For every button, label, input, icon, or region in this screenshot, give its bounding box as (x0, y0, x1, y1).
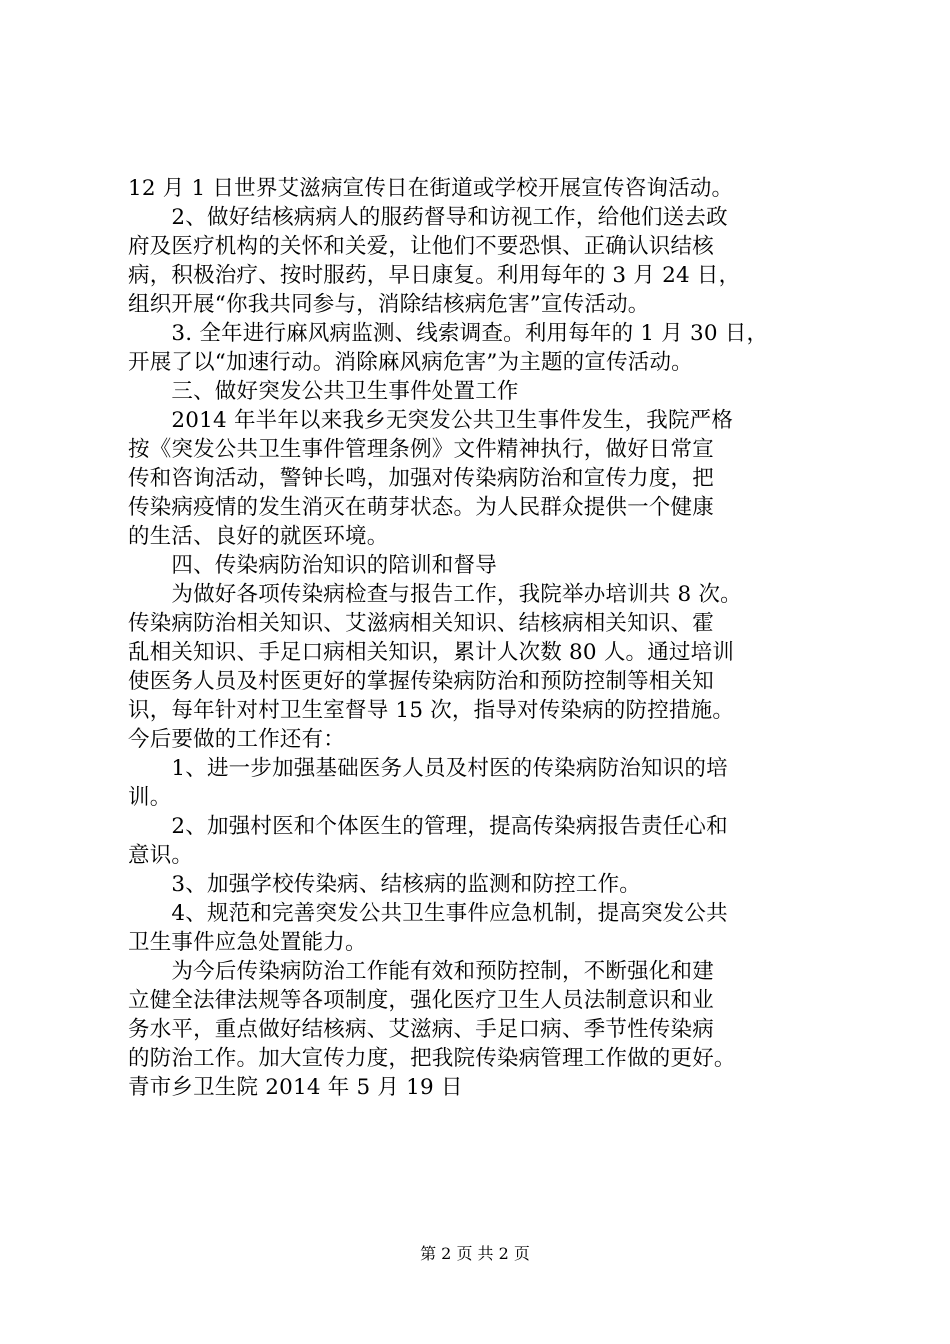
text-line: 1、进一步加强基础医务人员及村医的传染病防治知识的培 (128, 756, 728, 781)
text-line: 为今后传染病防治工作能有效和预防控制，不断强化和建 (128, 959, 714, 984)
text-line: 意识。 (128, 843, 194, 868)
signature-line: 青市乡卫生院 2014 年 5 月 19 日 (128, 1075, 463, 1100)
page-footer (0, 1244, 950, 1264)
text-line: 3. 全年进行麻风病监测、线索调查。利用每年的 1 月 30 日， (128, 321, 769, 346)
text-line: 乱相关知识、手足口病相关知识，累计人次数 80 人。通过培训 (128, 640, 735, 665)
text-line: 12 月 1 日世界艾滋病宣传日在街道或学校开展宣传咨询活动。 (128, 176, 734, 201)
text-line: 识，每年针对村卫生室督导 15 次，指导对传染病的防控措施。 (128, 698, 735, 723)
text-line: 传和咨询活动，警钟长鸣，加强对传染病防治和宣传力度，把 (128, 466, 714, 491)
document-body (128, 174, 838, 1102)
text-line: 2、做好结核病病人的服药督导和访视工作，给他们送去政 (128, 205, 728, 230)
text-line: 3、加强学校传染病、结核病的监测和防控工作。 (128, 872, 641, 897)
text-line: 传染病疫情的发生消灭在萌芽状态。为人民群众提供一个健康 (128, 495, 714, 520)
text-line: 2、加强村医和个体医生的管理，提高传染病报告责任心和 (128, 814, 728, 839)
text-line: 为做好各项传染病检查与报告工作，我院举办培训共 8 次。 (128, 582, 742, 607)
text-line: 传染病防治相关知识、艾滋病相关知识、结核病相关知识、霍 (128, 611, 714, 636)
text-line: 2014 年半年以来我乡无突发公共卫生事件发生，我院严格 (128, 408, 734, 433)
text-line: 卫生事件应急处置能力。 (128, 930, 367, 955)
section-heading: 三、做好突发公共卫生事件处置工作 (128, 379, 519, 404)
text-line: 务水平，重点做好结核病、艾滋病、手足口病、季节性传染病 (128, 1017, 714, 1042)
text-line: 4、规范和完善突发公共卫生事件应急机制，提高突发公共 (128, 901, 728, 926)
text-line: 按《突发公共卫生事件管理条例》文件精神执行，做好日常宣 (128, 437, 714, 462)
text-line: 使医务人员及村医更好的掌握传染病防治和预防控制等相关知 (128, 669, 714, 694)
text-line: 组织开展“你我共同参与，消除结核病危害”宣传活动。 (128, 292, 650, 317)
text-line: 今后要做的工作还有： (128, 727, 346, 752)
text-line: 府及医疗机构的关怀和关爱，让他们不要恐惧、正确认识结核 (128, 234, 714, 259)
text-line: 的防治工作。加大宣传力度，把我院传染病管理工作做的更好。 (128, 1046, 736, 1071)
text-line: 立健全法律法规等各项制度，强化医疗卫生人员法制意识和业 (128, 988, 714, 1013)
text-line: 训。 (128, 785, 172, 810)
text-line: 的生活、良好的就医环境。 (128, 524, 389, 549)
text-line: 开展了以“加速行动。消除麻风病危害”为主题的宣传活动。 (128, 350, 693, 375)
text-line: 病，积极治疗、按时服药，早日康复。利用每年的 3 月 24 日， (128, 263, 741, 288)
section-heading: 四、传染病防治知识的陪训和督导 (128, 553, 497, 578)
page-number-label: 第 2 页 共 2 页 (420, 1244, 530, 1263)
